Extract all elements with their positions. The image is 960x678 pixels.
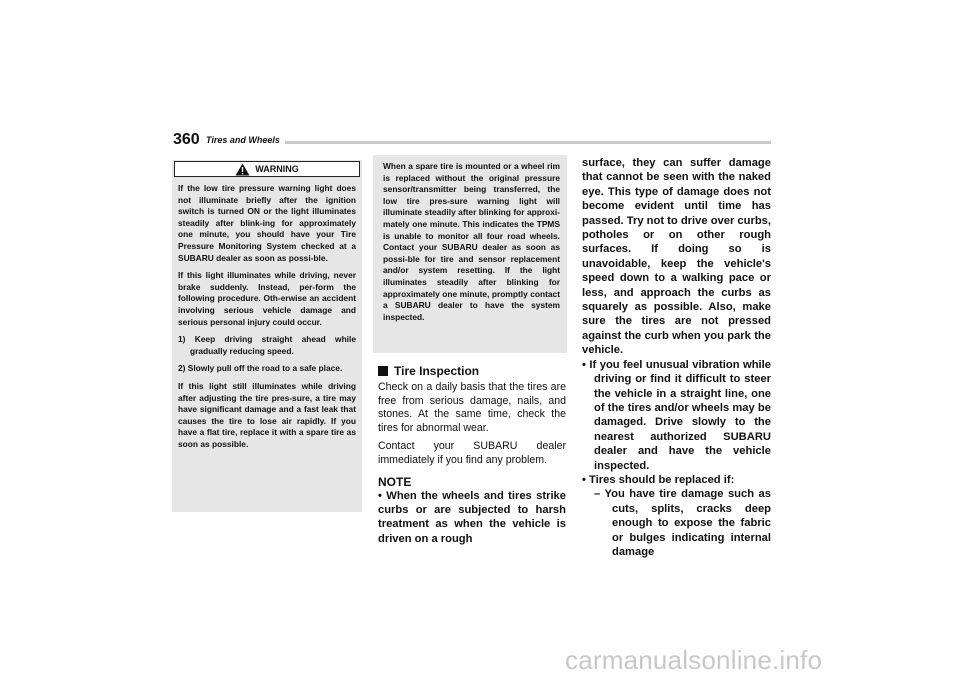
page-header: [173, 132, 773, 148]
warning-box: [172, 160, 362, 512]
note-bullet: • When the wheels and tires strike curbs or are subjected to harsh treatment as when the vehicle is driven on a rough: [378, 489, 566, 545]
watermark: carmanualsonline.info: [565, 645, 823, 675]
note-continued-column: [582, 156, 771, 559]
warning-step: 2) Slowly pull off the road to a safe place.: [178, 363, 343, 374]
warning-title: WARNING: [255, 164, 299, 174]
tire-inspection-paragraph: Check on a daily basis that the tires are free from serious damage, nails, and stones. At the same time, check the tires for abnormal wear.: [378, 381, 566, 434]
warning-body: [178, 183, 356, 456]
note-sub-bullet: – You have tire damage such as cuts, splits, cracks deep enough to expose the fabric or bulges indicating internal damage: [594, 488, 771, 558]
warning-paragraph: If this light still illuminates while driving after adjusting the tire pres-sure, a tire may have significant damage and a fast leak that causes the tire to lose air rapidly. If you have a flat tire, replace it with a spare tire as soon as possible.: [178, 380, 356, 449]
spare-tire-note-box: [373, 155, 567, 353]
tire-inspection-paragraph: Contact your SUBARU dealer immediately if you find any problem.: [378, 440, 566, 466]
warning-triangle-icon: [235, 163, 250, 176]
note-label: NOTE: [378, 474, 412, 489]
note-bullet: • If you feel unusual vibration while driving or find it difficult to steer the vehicle in a straight line, one of the tires and/or wheels may be damaged. Drive slowly to the nearest authorized SUBARU dealer and have the vehicle inspected.: [582, 358, 771, 472]
tire-inspection-heading: [378, 363, 566, 379]
tire-inspection-title: Tire Inspection: [394, 364, 480, 378]
tire-inspection-column: [378, 363, 566, 546]
note-bullet-continued: surface, they can suffer damage that cannot be seen with the naked eye. This type of damage does not become evident until time has passed. Try not to drive over curbs, potholes or on other rough surfaces. If doing so is unavoidable, keep the vehicle's speed down to a walking pace or less, and approach the curbs as squarely as possible. Also, make sure the tires are not pressed against the curb when you park the vehicle.: [582, 157, 772, 357]
warning-title-bar: [174, 161, 360, 177]
warning-paragraph: If this light illuminates while driving, never brake suddenly. Instead, per-form the following procedure. Oth-erwise an accident involving serious vehicle damage and serious personal injury could occur.: [178, 270, 356, 327]
header-rule: [285, 141, 771, 144]
section-title: Tires and Wheels: [206, 135, 280, 145]
warning-step: 1) Keep driving straight ahead while gradually reducing speed.: [178, 334, 356, 356]
spare-tire-note-text: When a spare tire is mounted or a wheel rim is replaced without the original pressure sensor/transmitter being transferred, the low tire pres-sure warning light will illuminate steadily after blinking for approxi-mately one minute. This indicates the TPMS is unable to monitor all four road wheels. Contact your SUBARU dealer as soon as possi-ble for tire and sensor replacement and/or system resetting. If the light illuminates steadily after blinking for approximately one minute, promptly contact a SUBARU dealer to have the system inspected.: [383, 161, 560, 322]
page-number: 360: [173, 131, 200, 148]
square-bullet-icon: [378, 366, 388, 376]
warning-paragraph: If the low tire pressure warning light does not illuminate briefly after the ignition switch is turned ON or the light illuminates steadily after blink-ing for approximately one minute, you should have your Tire Pressure Monitoring System checked at a SUBARU dealer as soon as possi-ble.: [178, 183, 356, 263]
note-bullet: • Tires should be replaced if:: [582, 473, 735, 486]
